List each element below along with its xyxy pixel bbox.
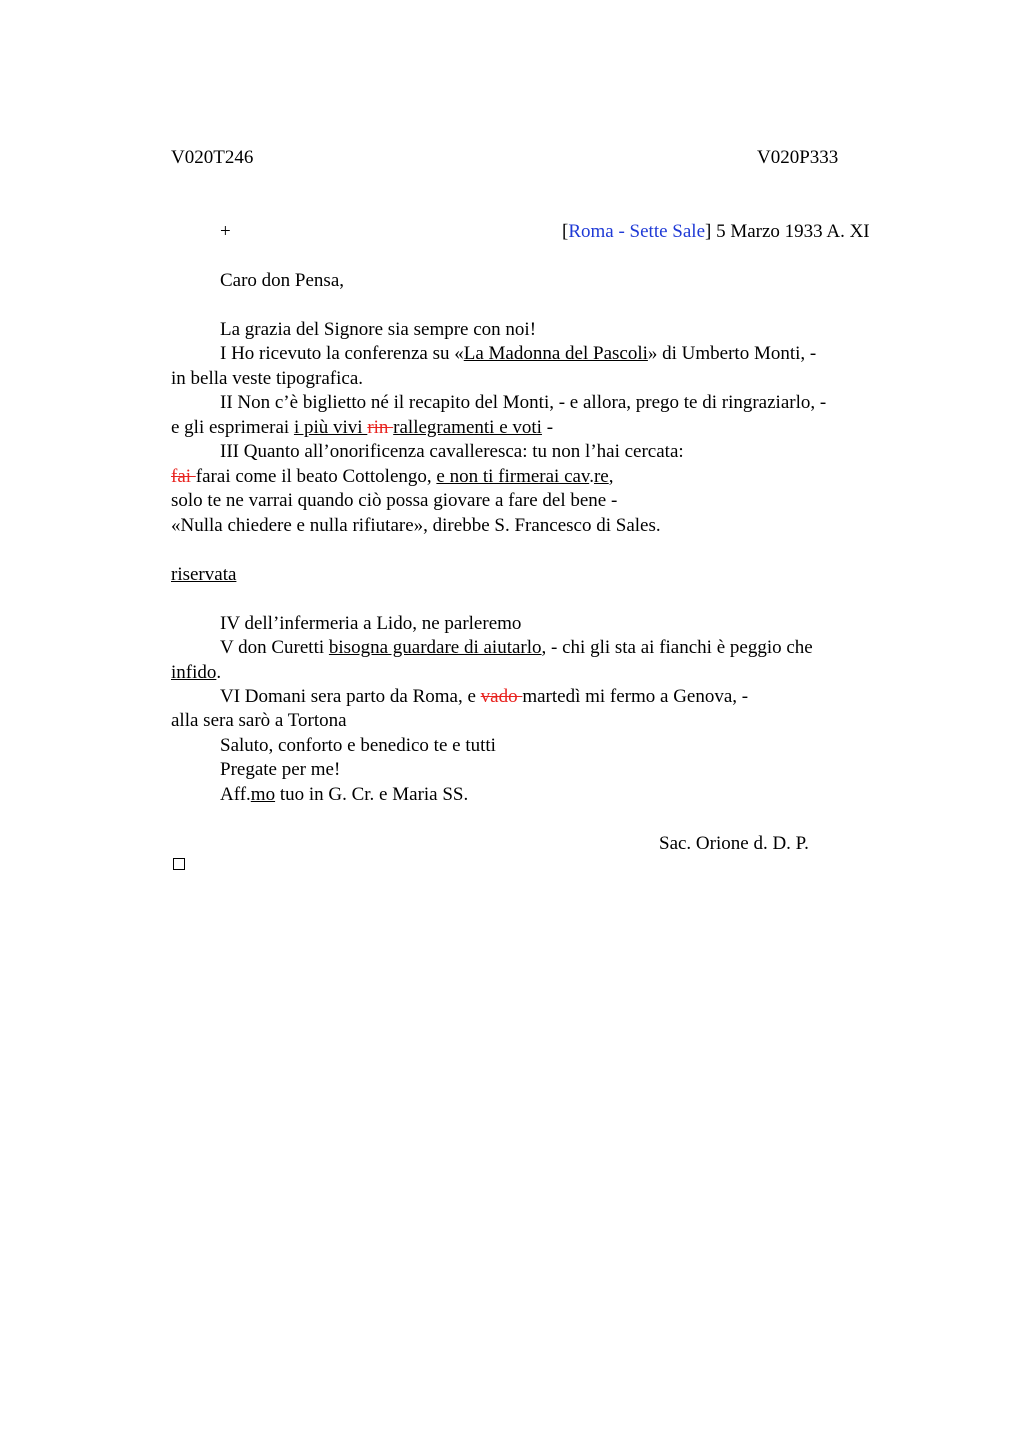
- p5-text: V don Curetti: [220, 637, 329, 658]
- p3-abbrev: re: [593, 466, 609, 487]
- place-sette-sale: Sette Sale: [629, 221, 705, 242]
- p5-text-end: , - chi gli sta ai fianchi è peggio che: [541, 637, 813, 658]
- paragraph-1-line-1: [220, 343, 816, 365]
- salutation: Caro don Pensa,: [220, 270, 345, 291]
- p5-period: .: [216, 662, 222, 683]
- end-of-document-box: [173, 858, 185, 870]
- deleted-word: fai: [171, 466, 196, 487]
- p3-comma: ,: [608, 466, 614, 487]
- p2-underlined-2: rallegramenti e voti: [393, 417, 542, 438]
- p2-text: e gli esprimerai: [171, 417, 294, 438]
- signature: Sac. Orione d. D. P.: [659, 833, 809, 854]
- opening-line: La grazia del Signore sia sempre con noi!: [220, 319, 537, 340]
- paragraph-1-line-2: in bella veste tipografica.: [171, 368, 364, 389]
- p3-underlined: e non ti firmerai cav: [436, 466, 590, 487]
- paragraph-2-line-1: II Non c’è biglietto né il recapito del Monti, - e allora, prego te di ringraziarlo, -: [220, 392, 827, 413]
- p5-underlined-2: infido: [171, 662, 217, 683]
- place-separator: -: [613, 221, 630, 242]
- deleted-word: rin: [367, 417, 394, 438]
- reserved-note: riservata: [171, 564, 237, 585]
- closing-line-2: Pregate per me!: [220, 759, 341, 780]
- place-rome: Roma: [568, 221, 614, 242]
- document-code-left: V020T246: [171, 147, 254, 168]
- paragraph-4: IV dell’infermeria a Lido, ne parleremo: [220, 613, 522, 634]
- p6-text-end: martedì mi fermo a Genova, -: [522, 686, 749, 707]
- paragraph-6-line-2: alla sera sarò a Tortona: [171, 710, 347, 731]
- closing-line-3: [220, 784, 468, 806]
- date-text: ] 5 Marzo 1933 A. XI: [705, 221, 870, 242]
- paragraph-2-line-2: [171, 417, 553, 439]
- paragraph-6-line-1: [220, 686, 748, 708]
- paragraph-3-line-3: solo te ne varrai quando ciò possa giovare a fare del bene -: [171, 490, 618, 511]
- p5-underlined: bisogna guardare di aiutarlo: [328, 637, 542, 658]
- p6-text: VI Domani sera parto da Roma, e: [220, 686, 481, 707]
- bracket-open: [: [562, 221, 569, 242]
- conference-title: La Madonna del Pascoli: [463, 343, 648, 364]
- p2-dash: -: [541, 417, 554, 438]
- p3-text: farai come il beato Cottolengo,: [195, 466, 437, 487]
- closing-abbrev: Aff.: [220, 784, 251, 805]
- cross-symbol: +: [220, 221, 231, 242]
- paragraph-5-line-1: [220, 637, 813, 659]
- p3-dot: .: [589, 466, 594, 487]
- p1-text-end: » di Umberto Monti, -: [647, 343, 817, 364]
- dateline: [562, 221, 870, 243]
- paragraph-5-line-2: [171, 662, 221, 684]
- document-code-right: V020P333: [757, 147, 839, 168]
- paragraph-3-line-4: «Nulla chiedere e nulla rifiutare», direbbe S. Francesco di Sales.: [171, 515, 661, 536]
- p2-underlined: i più vivi: [293, 417, 368, 438]
- deleted-word: vado: [480, 686, 523, 707]
- closing-text: tuo in G. Cr. e Maria SS.: [275, 784, 469, 805]
- paragraph-3-line-2: [171, 466, 613, 488]
- closing-superscript: mo: [250, 784, 276, 805]
- closing-line-1: Saluto, conforto e benedico te e tutti: [220, 735, 496, 756]
- paragraph-3-line-1: III Quanto all’onorificenza cavalleresca: tu non l’hai cercata:: [220, 441, 684, 462]
- p1-text: I Ho ricevuto la conferenza su «: [220, 343, 464, 364]
